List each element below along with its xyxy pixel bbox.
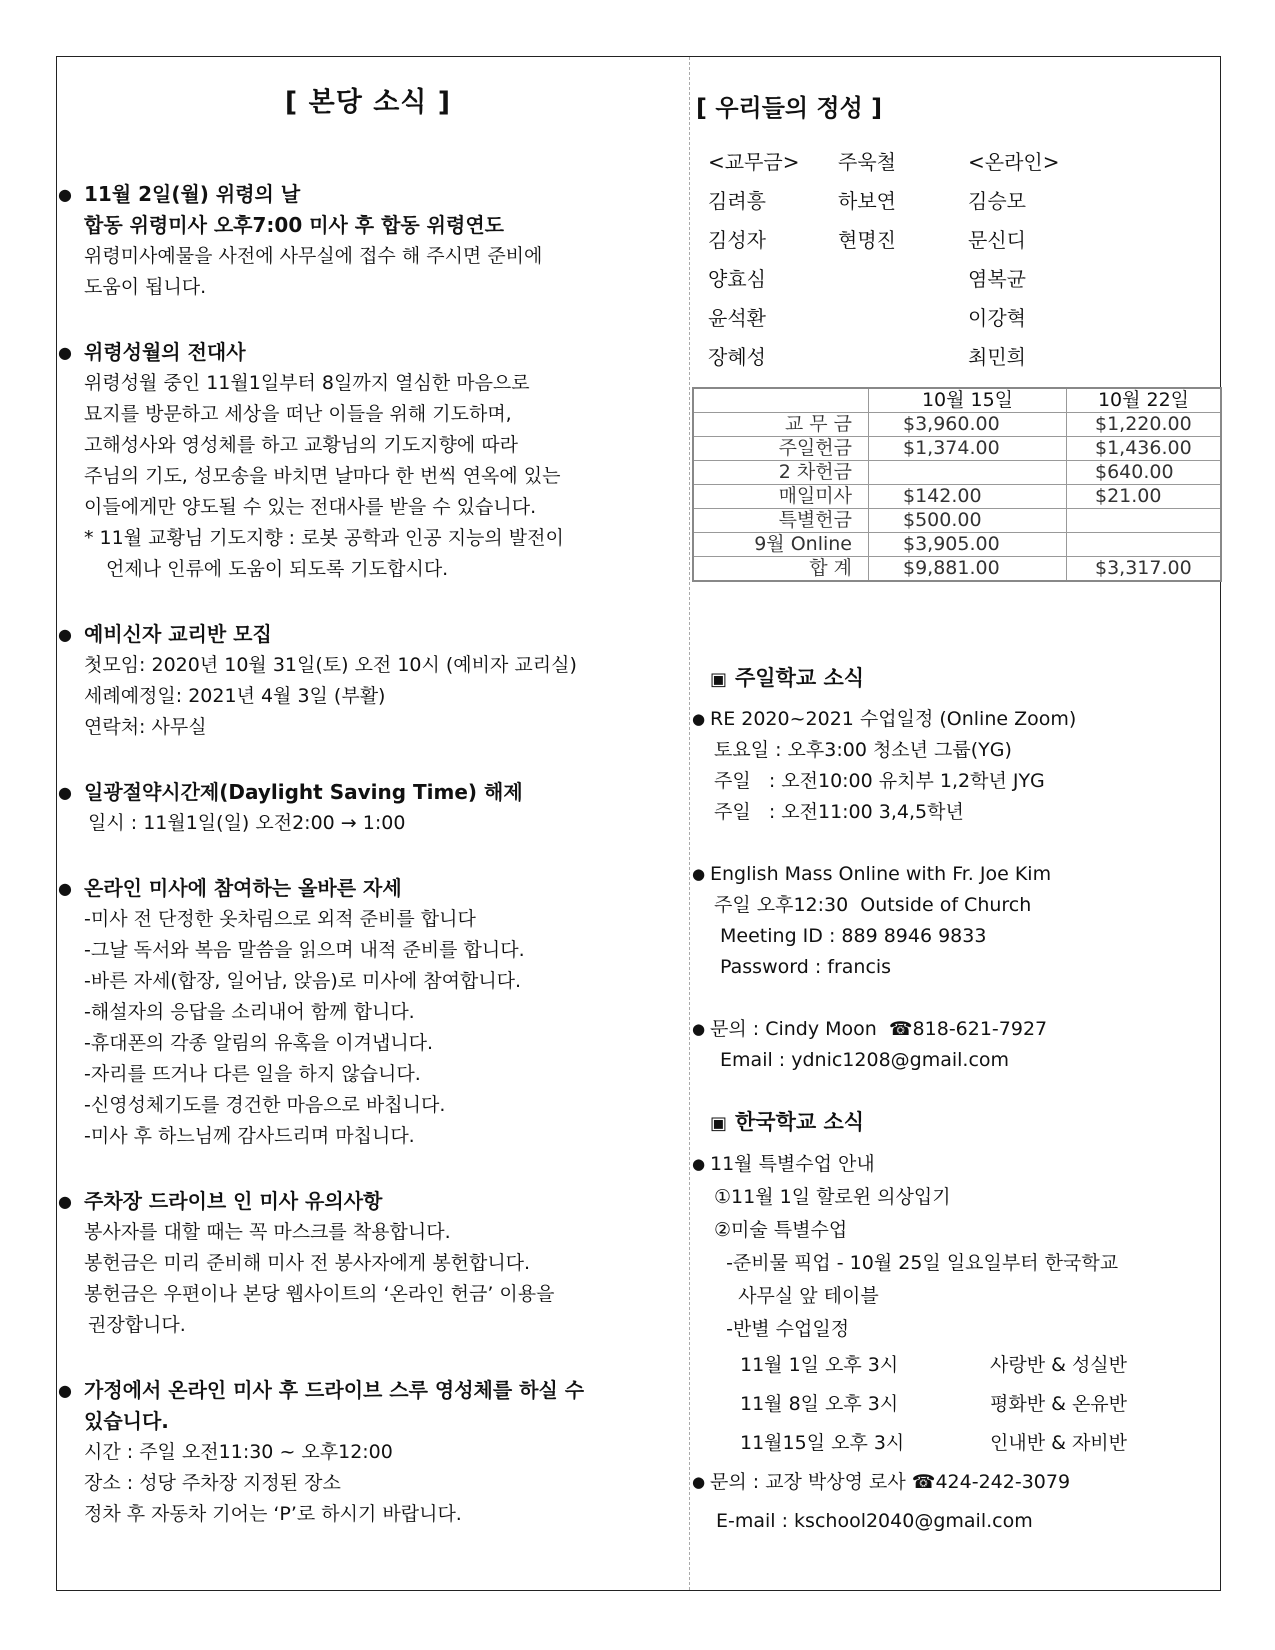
column-divider <box>689 57 690 1590</box>
bullet-icon: ● <box>58 625 72 644</box>
news-item-heading: 주차장 드라이브 인 미사 유의사항 <box>84 1189 383 1213</box>
news-item-line: 첫모임: 2020년 10월 31일(토) 오전 10시 (예비자 교리실) <box>84 654 577 676</box>
news-item-line: -미사 전 단정한 옷차림으로 외적 준비를 합니다 <box>84 908 476 930</box>
finance-cell: $142.00 <box>869 485 1067 509</box>
sunday-school-lines <box>692 704 1220 1076</box>
news-item-line: -신영성체기도를 경건한 마음으로 바칩니다. <box>84 1094 446 1116</box>
school-line-text: -반별 수업일정 <box>714 1318 850 1340</box>
bullet-icon: ● <box>692 710 706 728</box>
news-item-line: 봉사자를 대할 때는 꼭 마스크를 착용합니다. <box>84 1221 451 1243</box>
finance-table <box>692 387 1222 582</box>
school-line-text: English Mass Online with Fr. Joe Kim <box>710 863 1052 885</box>
donor-name: 주욱철 <box>838 150 896 174</box>
finance-cell: $3,960.00 <box>869 413 1067 437</box>
school-line-text: 11월 특별수업 안내 <box>710 1153 875 1175</box>
news-item <box>58 873 678 1152</box>
bullet-icon: ● <box>692 1155 706 1173</box>
schedule-cell: 평화반 & 온유반 <box>990 1393 1128 1415</box>
school-line <box>710 797 1220 828</box>
news-item-line: -해설자의 응답을 소리내어 함께 합니다. <box>84 1001 415 1023</box>
bullet-icon: ● <box>58 343 72 362</box>
school-line <box>710 735 1220 766</box>
school-line <box>710 983 1220 1014</box>
news-item <box>58 1186 678 1341</box>
donor-name: 이강혁 <box>968 306 1026 330</box>
finance-header-row <box>693 388 1221 413</box>
finance-header-cell: 10월 15일 <box>869 388 1067 413</box>
finance-cell <box>1067 533 1222 557</box>
donor-name: 염복균 <box>968 267 1026 291</box>
finance-row <box>693 557 1221 582</box>
news-item-line: 권장합니다. <box>88 1314 186 1336</box>
school-line <box>692 1148 1220 1181</box>
school-line <box>710 1181 1220 1214</box>
news-item-line: 묘지를 방문하고 세상을 떠난 이들을 위해 기도하며, <box>84 403 512 425</box>
school-line <box>710 766 1220 797</box>
finance-cell: 주일헌금 <box>693 437 869 461</box>
bullet-icon: ● <box>692 1020 706 1038</box>
finance-row <box>693 485 1221 509</box>
parish-news-sections <box>58 179 678 1530</box>
bullet-icon: ● <box>58 1192 72 1211</box>
donor-name: 문신디 <box>968 228 1026 252</box>
finance-cell: $640.00 <box>1067 461 1222 485</box>
school-line <box>692 859 1220 890</box>
donor-name: 김성자 <box>708 228 766 252</box>
news-item-line: 봉헌금은 미리 준비해 미사 전 봉사자에게 봉헌합니다. <box>84 1252 531 1274</box>
news-item <box>58 777 678 839</box>
news-item-heading: 위령성월의 전대사 <box>84 340 246 364</box>
finance-cell: $9,881.00 <box>869 557 1067 582</box>
finance-cell: 합 계 <box>693 557 869 582</box>
bullet-icon: ● <box>58 783 72 802</box>
news-item-line: 합동 위령미사 오후7:00 미사 후 합동 위령연도 <box>84 213 504 237</box>
bullet-icon: ● <box>58 185 72 204</box>
school-line <box>710 1247 1220 1280</box>
korean-school-email: E-mail : kschool2040@gmail.com <box>716 1510 1033 1532</box>
finance-cell: $1,374.00 <box>869 437 1067 461</box>
finance-cell: 9월 Online <box>693 533 869 557</box>
school-line <box>710 1045 1220 1076</box>
finance-cell: 교 무 금 <box>693 413 869 437</box>
donor-name: 김려흥 <box>708 189 766 213</box>
finance-cell: $21.00 <box>1067 485 1222 509</box>
school-line <box>710 890 1220 921</box>
news-item-line: 위령성월 중인 11월1일부터 8일까지 열심한 마음으로 <box>84 372 530 394</box>
news-item-line: 이들에게만 양도될 수 있는 전대사를 받을 수 있습니다. <box>84 496 537 518</box>
news-item-line: 정차 후 자동차 기어는 ‘P’로 하시기 바랍니다. <box>84 1503 462 1525</box>
bullet-icon: ● <box>58 879 72 898</box>
school-line <box>710 952 1220 983</box>
donor-name <box>838 299 968 338</box>
sunday-school-heading: ▣ 주일학교 소식 <box>710 666 865 690</box>
finance-header-cell <box>693 388 869 413</box>
finance-cell: $3,317.00 <box>1067 557 1222 582</box>
finance-cell: $3,905.00 <box>869 533 1067 557</box>
news-item-line: 고해성사와 영성체를 하고 교황님의 기도지향에 따라 <box>84 434 518 456</box>
news-item-line: * 11월 교황님 기도지향 : 로봇 공학과 인공 지능의 발전이 <box>84 527 564 549</box>
korean-school-contact: ● 문의 : 교장 박상영 로사 ☎424-242-3079 <box>692 1471 1071 1493</box>
donor-list <box>692 143 1220 377</box>
news-item-line: 도움이 됩니다. <box>84 276 207 298</box>
news-item <box>58 179 678 303</box>
news-item-heading: 일광절약시간제(Daylight Saving Time) 해제 <box>84 780 523 804</box>
school-line-text: 사무실 앞 테이블 <box>714 1285 879 1307</box>
news-item-heading: 예비신자 교리반 모집 <box>84 622 272 646</box>
sunday-school-section <box>692 662 1220 1076</box>
donor-name <box>838 260 968 299</box>
finance-cell <box>869 461 1067 485</box>
finance-row <box>693 437 1221 461</box>
square-icon: ▣ <box>710 669 728 690</box>
parish-news-title: [ 본당 소식 ] <box>284 87 452 118</box>
parish-news-column <box>58 80 678 1564</box>
news-item-line: 세례예정일: 2021년 4월 3일 (부활) <box>84 685 386 707</box>
schedule-cell: 인내반 & 자비반 <box>990 1432 1128 1454</box>
news-item-line: -미사 후 하느님께 감사드리며 마칩니다. <box>84 1125 415 1147</box>
finance-cell: $500.00 <box>869 509 1067 533</box>
news-item <box>58 619 678 743</box>
school-line-text: Email : ydnic1208@gmail.com <box>714 1049 1010 1071</box>
korean-school-heading: ▣ 한국학교 소식 <box>710 1110 865 1134</box>
school-line-text: 주일 : 오전10:00 유치부 1,2학년 JYG <box>714 770 1045 792</box>
news-item-line: -그날 독서와 복음 말씀을 읽으며 내적 준비를 합니다. <box>84 939 525 961</box>
donor-name: 하보연 <box>838 189 896 213</box>
finance-cell <box>1067 509 1222 533</box>
donor-name: <온라인> <box>968 150 1060 174</box>
finance-row <box>693 509 1221 533</box>
korean-school-section <box>692 1106 1220 1537</box>
finance-header-cell: 10월 22일 <box>1067 388 1222 413</box>
finance-row <box>693 461 1221 485</box>
donor-name: 양효심 <box>708 267 766 291</box>
schedule-cell: 11월15일 오후 3시 <box>740 1432 905 1454</box>
donor-name: 현명진 <box>838 228 896 252</box>
school-line-text: ②미술 특별수업 <box>714 1219 848 1241</box>
donor-name: <교무금> <box>708 150 800 174</box>
news-item-line: 연락처: 사무실 <box>84 716 207 738</box>
donor-name: 윤석환 <box>708 306 766 330</box>
donor-name: 김승모 <box>968 189 1026 213</box>
school-line-text: -준비물 픽업 - 10월 25일 일요일부터 한국학교 <box>714 1252 1119 1274</box>
news-item-line: -자리를 뜨거나 다른 일을 하지 않습니다. <box>84 1063 421 1085</box>
news-item-line: -바른 자세(합장, 일어남, 앉음)로 미사에 참여합니다. <box>84 970 522 992</box>
schedule-cell: 11월 1일 오후 3시 <box>740 1354 899 1376</box>
school-line-text: 토요일 : 오후3:00 청소년 그룹(YG) <box>714 739 1012 761</box>
finance-cell: $1,220.00 <box>1067 413 1222 437</box>
school-line <box>710 921 1220 952</box>
bullet-icon: ● <box>58 1381 72 1400</box>
news-item <box>58 1375 678 1530</box>
school-line <box>692 704 1220 735</box>
class-schedule <box>710 1346 1220 1463</box>
finance-cell: 특별헌금 <box>693 509 869 533</box>
news-item-line: 언제나 인류에 도움이 되도록 기도합시다. <box>106 558 449 580</box>
finance-row <box>693 533 1221 557</box>
school-line <box>710 828 1220 859</box>
finance-cell: 2 차헌금 <box>693 461 869 485</box>
schedule-cell: 11월 8일 오후 3시 <box>740 1393 899 1415</box>
school-line-text: ①11월 1일 할로윈 의상입기 <box>714 1186 951 1208</box>
news-item-line: 봉헌금은 우편이나 본당 웹사이트의 ‘온라인 헌금’ 이용을 <box>84 1283 555 1305</box>
schedule-cell: 사랑반 & 성실반 <box>990 1354 1128 1376</box>
news-item-heading: 11월 2일(월) 위령의 날 <box>84 182 301 206</box>
news-item-line: 있습니다. <box>84 1409 169 1433</box>
school-line-text: 주일 : 오전11:00 3,4,5학년 <box>714 801 964 823</box>
news-item-line: 주님의 기도, 성모송을 바치면 날마다 한 번씩 연옥에 있는 <box>84 465 561 487</box>
school-line <box>710 1313 1220 1346</box>
school-line-text: 문의 : Cindy Moon ☎818-621-7927 <box>710 1018 1048 1040</box>
school-line-text: Password : francis <box>714 956 892 978</box>
korean-school-lines <box>692 1148 1220 1346</box>
school-line-text: RE 2020~2021 수업일정 (Online Zoom) <box>710 708 1077 730</box>
news-item-heading: 가정에서 온라인 미사 후 드라이브 스루 영성체를 하실 수 <box>84 1378 585 1402</box>
news-item-line: 장소 : 성당 주차장 지정된 장소 <box>84 1472 341 1494</box>
news-item <box>58 337 678 585</box>
square-icon: ▣ <box>710 1113 728 1134</box>
finance-cell: 매일미사 <box>693 485 869 509</box>
finance-cell: $1,436.00 <box>1067 437 1222 461</box>
donor-name: 최민희 <box>968 345 1026 369</box>
school-line <box>710 1280 1220 1313</box>
donor-name <box>838 338 968 377</box>
school-line-text: 주일 오후12:30 Outside of Church <box>714 894 1032 916</box>
news-item-line: 위령미사예물을 사전에 사무실에 접수 해 주시면 준비에 <box>84 245 543 267</box>
donor-name: 장혜성 <box>708 345 766 369</box>
school-line <box>710 1214 1220 1247</box>
school-line <box>692 1014 1220 1045</box>
news-item-heading: 온라인 미사에 참여하는 올바른 자세 <box>84 876 402 900</box>
offerings-title: [ 우리들의 정성 ] <box>696 94 883 122</box>
bullet-icon: ● <box>692 865 706 883</box>
news-item-line: -휴대폰의 각종 알림의 유혹을 이겨냅니다. <box>84 1032 434 1054</box>
right-column <box>692 80 1220 1537</box>
news-item-line: 시간 : 주일 오전11:30 ~ 오후12:00 <box>84 1441 393 1463</box>
news-item-line: 일시 : 11월1일(일) 오전2:00 → 1:00 <box>88 812 406 834</box>
finance-row <box>693 413 1221 437</box>
school-line-text: Meeting ID : 889 8946 9833 <box>714 925 987 947</box>
